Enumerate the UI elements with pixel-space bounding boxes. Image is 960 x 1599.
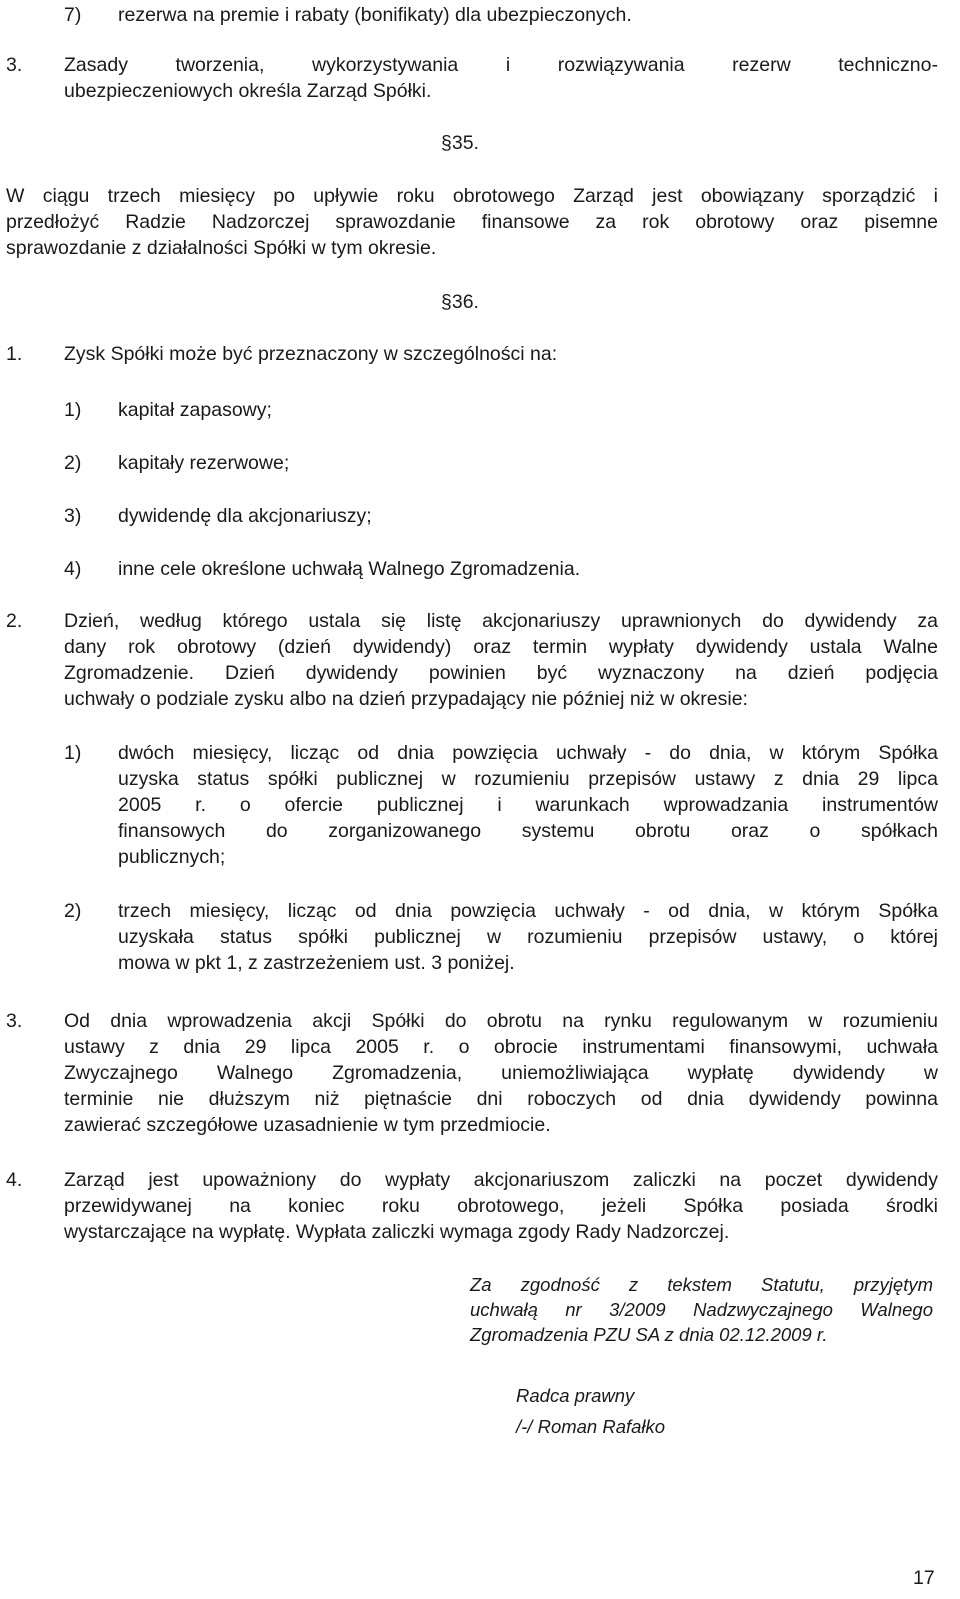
paragraph-line: Zwyczajnego Walnego Zgromadzenia, uniemożliwiająca wypłatę dywidendy w xyxy=(64,1062,938,1084)
list-number: 2) xyxy=(64,900,82,922)
section-heading: §35. xyxy=(441,132,479,154)
list-number: 1) xyxy=(64,742,82,764)
paragraph-line: dwóch miesięcy, licząc od dnia powzięcia uchwały - do dnia, w którym Spółka xyxy=(118,742,938,764)
paragraph-line: terminie nie dłuższym niż piętnaście dni roboczych od dnia dywidendy powinna xyxy=(64,1088,938,1110)
list-number: 3) xyxy=(64,505,82,527)
paragraph-line: Od dnia wprowadzenia akcji Spółki do obrotu na rynku regulowanym w rozumieniu xyxy=(64,1010,938,1032)
list-item-text: kapitały rezerwowe; xyxy=(118,452,290,474)
paragraph-line: 2005 r. o ofercie publicznej i warunkach wprowadzania instrumentów xyxy=(118,794,938,816)
list-item-text: rezerwa na premie i rabaty (bonifikaty) dla ubezpieczonych. xyxy=(118,4,632,26)
paragraph-line: trzech miesięcy, licząc od dnia powzięcia uchwały - od dnia, w którym Spółka xyxy=(118,900,938,922)
paragraph-line: finansowych do zorganizowanego systemu obrotu oraz o spółkach xyxy=(118,820,938,842)
conformity-note-line: Zgromadzenia PZU SA z dnia 02.12.2009 r. xyxy=(470,1324,828,1345)
page-number: 17 xyxy=(913,1567,935,1589)
paragraph-line: Zgromadzenie. Dzień dywidendy powinien być wyznaczony na dzień podjęcia xyxy=(64,662,938,684)
paragraph-line: publicznych; xyxy=(118,846,226,868)
paragraph-line: W ciągu trzech miesięcy po upływie roku obrotowego Zarząd jest obowiązany sporządzić i xyxy=(6,185,938,207)
paragraph-line: uchwały o podziale zysku albo na dzień przypadający nie później niż w okresie: xyxy=(64,688,748,710)
conformity-note-line: uchwałą nr 3/2009 Nadzwyczajnego Walnego xyxy=(470,1299,933,1320)
list-number: 2) xyxy=(64,452,82,474)
list-number: 7) xyxy=(64,4,82,26)
paragraph-number: 2. xyxy=(6,610,23,632)
list-item-text: dywidendę dla akcjonariuszy; xyxy=(118,505,372,527)
paragraph-line: sprawozdanie z działalności Spółki w tym okresie. xyxy=(6,237,437,259)
signature-name: /-/ Roman Rafałko xyxy=(516,1416,666,1437)
paragraph-line: przewidywanej na koniec roku obrotowego, jeżeli Spółka posiada środki xyxy=(64,1195,938,1217)
paragraph-number: 1. xyxy=(6,343,23,365)
paragraph-line: Zasady tworzenia, wykorzystywania i rozwiązywania rezerw techniczno- xyxy=(64,54,938,76)
paragraph-line: ustawy z dnia 29 lipca 2005 r. o obrocie instrumentami finansowymi, uchwała xyxy=(64,1036,938,1058)
conformity-note-line: Za zgodność z tekstem Statutu, przyjętym xyxy=(470,1274,933,1295)
paragraph-line: mowa w pkt 1, z zastrzeżeniem ust. 3 poniżej. xyxy=(118,952,515,974)
list-number: 4) xyxy=(64,558,82,580)
paragraph-line: uzyskała status spółki publicznej w rozumieniu przepisów ustawy, o której xyxy=(118,926,938,948)
paragraph-line: wystarczające na wypłatę. Wypłata zaliczki wymaga zgody Rady Nadzorczej. xyxy=(64,1221,730,1243)
paragraph-line: Dzień, według którego ustala się listę akcjonariuszy uprawnionych do dywidendy za xyxy=(64,610,938,632)
list-item-text: inne cele określone uchwałą Walnego Zgromadzenia. xyxy=(118,558,581,580)
paragraph-number: 3. xyxy=(6,54,23,76)
list-item-text: kapitał zapasowy; xyxy=(118,399,272,421)
paragraph-line: przedłożyć Radzie Nadzorczej sprawozdanie finansowe za rok obrotowy oraz pisemne xyxy=(6,211,938,233)
paragraph-number: 4. xyxy=(6,1169,23,1191)
paragraph-line: uzyska status spółki publicznej w rozumieniu przepisów ustawy z dnia 29 lipca xyxy=(118,768,938,790)
paragraph-line: dany rok obrotowy (dzień dywidendy) oraz termin wypłaty dywidendy ustala Walne xyxy=(64,636,938,658)
signature-title: Radca prawny xyxy=(516,1385,635,1406)
paragraph-line: Zysk Spółki może być przeznaczony w szczególności na: xyxy=(64,343,558,365)
paragraph-line: Zarząd jest upoważniony do wypłaty akcjonariuszom zaliczki na poczet dywidendy xyxy=(64,1169,938,1191)
section-heading: §36. xyxy=(441,291,479,313)
paragraph-number: 3. xyxy=(6,1010,23,1032)
paragraph-line: zawierać szczegółowe uzasadnienie w tym przedmiocie. xyxy=(64,1114,551,1136)
list-number: 1) xyxy=(64,399,82,421)
paragraph-line: ubezpieczeniowych określa Zarząd Spółki. xyxy=(64,80,432,102)
